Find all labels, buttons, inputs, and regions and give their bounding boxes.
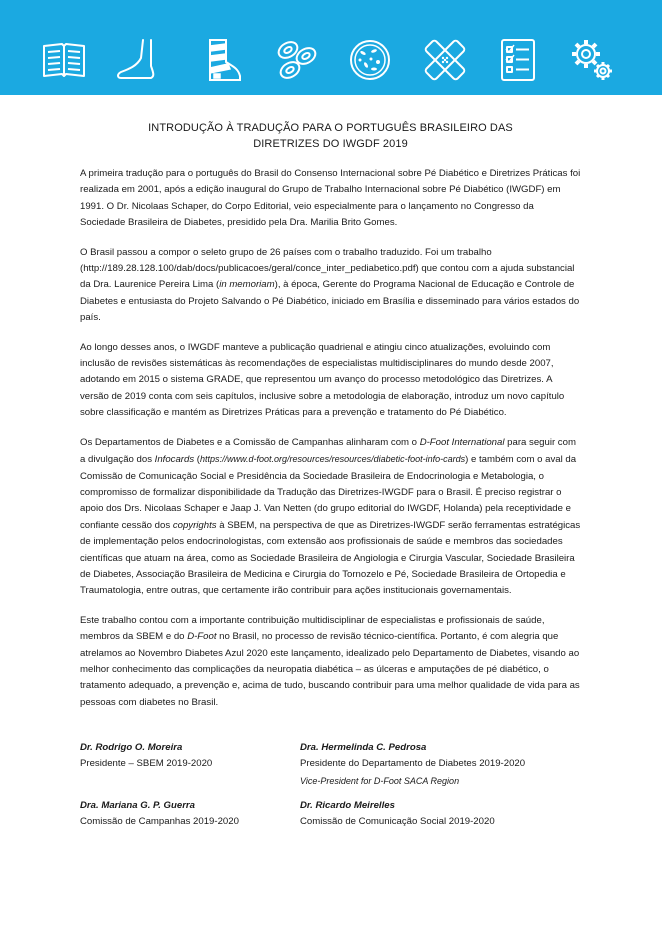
paragraph-4 <box>80 435 581 600</box>
signer-name: Dra. Hermelinda C. Pedrosa <box>300 742 427 753</box>
header-icons <box>0 0 662 95</box>
bacteria-petri-dish-icon <box>346 36 394 84</box>
signer-name: Dr. Rodrigo O. Moreira <box>80 742 183 753</box>
signer-role: Comissão de Campanhas 2019-2020 <box>80 816 239 828</box>
paragraph-5-text-c: no Brasil, no processo de revisão técnico-científica. Portanto, é com alegria que atrelamos ao Novembro Diabetes Azul 2020 este lançamento, idealizado pelo Departamento de Diabetes, visando ao melhor conhecimento das complicações da neuropatia diabética – as úlceras e amputações de pé diabético, o tratamento adequado, a prevenção e, acima de tudo, buscando contribuir para uma melhor qualidade de vida para as pessoas com diabetes no Brasil. <box>80 631 580 708</box>
signature-moreira <box>80 740 212 773</box>
page-title <box>80 120 581 152</box>
foot-icon <box>115 36 163 84</box>
paragraph-4-italic-b: D-Foot International <box>419 436 505 448</box>
infocards-link[interactable]: https://www.d-foot.org/resources/resources/diabetic-foot-info-cards <box>200 454 466 465</box>
signature-row-2 <box>80 798 581 856</box>
signer-role: Comissão de Comunicação Social 2019-2020 <box>300 816 495 828</box>
paragraph-2 <box>80 245 581 327</box>
signer-role: Presidente do Departamento de Diabetes 2019-2020 <box>300 758 526 770</box>
paragraph-2-italic: in memoriam <box>219 279 275 291</box>
bandaged-foot-icon <box>200 36 248 84</box>
open-book-icon <box>40 36 88 84</box>
paragraph-4-text-e: ( <box>194 454 201 466</box>
paragraph-4-text-g: ) e também com o aval da Comissão de Comunicação Social e Presidência da Sociedade Brasileira de Endocrinologia e Metabologia, o compromisso de formalizar disponibilidade da Tradução das Diretrizes-IWGDF para o Brasil. É preciso registrar o apoio dos Drs. Nicolaas Schaper e Jaap J. Van Netten (do grupo editorial do IWGDF, Holanda) pela receptividade e confiante cessão dos <box>80 454 577 531</box>
paragraph-4-italic-d: Infocards <box>154 454 195 466</box>
paragraph-4-text-a: Os Departamentos de Diabetes e a Comissão de Campanhas alinharam com o <box>80 436 420 448</box>
body-text <box>80 166 581 724</box>
paragraph-5-italic-b: D-Foot <box>187 631 217 643</box>
signature-guerra <box>80 798 239 831</box>
gears-icon <box>568 36 616 84</box>
paragraph-5 <box>80 613 581 711</box>
signature-meirelles <box>300 798 495 831</box>
cells-icon <box>272 36 320 84</box>
signatures <box>80 740 581 856</box>
signer-role-secondary: Vice-President for D-Foot SACA Region <box>300 775 460 786</box>
paragraph-2-text: O Brasil passou a compor o seleto grupo de 26 países com o trabalho traduzido. Foi um trabalho (http://189.28.128.100/dab/docs/publicacoes/geral/conce_inter_pediabetico.pdf) que contou com a ajuda substancial da Dra. Laurenice Pereira Lima ( <box>80 246 575 291</box>
paragraph-4-text-c: para seguir com a divulgação dos <box>80 436 576 466</box>
paragraph-4-italic-h: copyrights <box>172 519 217 531</box>
paragraph-1: A primeira tradução para o português do Brasil do Consenso Internacional sobre Pé Diabético e Diretrizes Práticas foi realizada em 2001, após a edição inaugural do Grupo de Trabalho Internacional sobre Pé Diabético (IWGDF) em 1991. O Dr. Nicolaas Schaper, do Corpo Editorial, veio especialmente para o lançamento no Congresso da Sociedade Brasileira de Diabetes, presidido pela Dra. Marilia Brito Gomes. <box>80 168 581 229</box>
paragraph-5-text-a: Este trabalho contou com a importante contribuição multidisciplinar de especialistas e profissionais de saúde, membros da SBEM e do <box>80 614 545 643</box>
paragraph-4-text-i: à SBEM, na perspectiva de que as Diretrizes-IWGDF serão ferramentas estratégicas de implementação pelos endocrinologistas, com extensão aos profissionais de saúde e membros das sociedades científicas que atuam na área, como as Sociedade Brasileira de Angiologia e Cirurgia Vascular, Sociedade Brasileira de Diabetes, Associação Brasileira de Medicina e Cirurgia do Tornozelo e Pé, Sociedade Brasileira de Ortopedia e Traumatologia, entre outras, que certamente irão contribuir para ações institucionais governamentais. <box>80 519 581 597</box>
signature-pedrosa <box>300 740 525 789</box>
paragraph-3: Ao longo desses anos, o IWGDF manteve a publicação quadrienal e atingiu cinco atualizações, evoluindo com inclusão de revisões sistemáticas às recomendações de especialistas multidisciplinares do mundo desde 2007, adotando em 2015 o sistema GRADE, que representou um avanço do processo metodológico das Diretrizes. A versão de 2019 conta com seis capítulos, inclusive sobre a metodologia de elaboração, introduz um novo capítulo sobre classificação e mantém as Diretrizes Práticas para a prevenção e tratamento do Pé Diabético. <box>80 341 565 419</box>
paragraph-2-text-end: ), à época, Gerente do Programa Nacional de Educação e Controle de Diabetes e entusiasta do Projeto Salvando o Pé Diabético, iniciado em Brasília e disseminado para vários estados do país. <box>80 279 580 324</box>
title-line-1: INTRODUÇÃO À TRADUÇÃO PARA O PORTUGUÊS BRASILEIRO DAS <box>148 122 513 134</box>
title-line-2: DIRETRIZES DO IWGDF 2019 <box>253 138 408 150</box>
signer-role: Presidente – SBEM 2019-2020 <box>80 758 213 770</box>
signer-name: Dr. Ricardo Meirelles <box>300 800 395 811</box>
checklist-icon <box>494 36 542 84</box>
signature-row-1 <box>80 740 581 798</box>
signer-name: Dra. Mariana G. P. Guerra <box>80 800 195 811</box>
bandage-cross-icon <box>421 36 469 84</box>
